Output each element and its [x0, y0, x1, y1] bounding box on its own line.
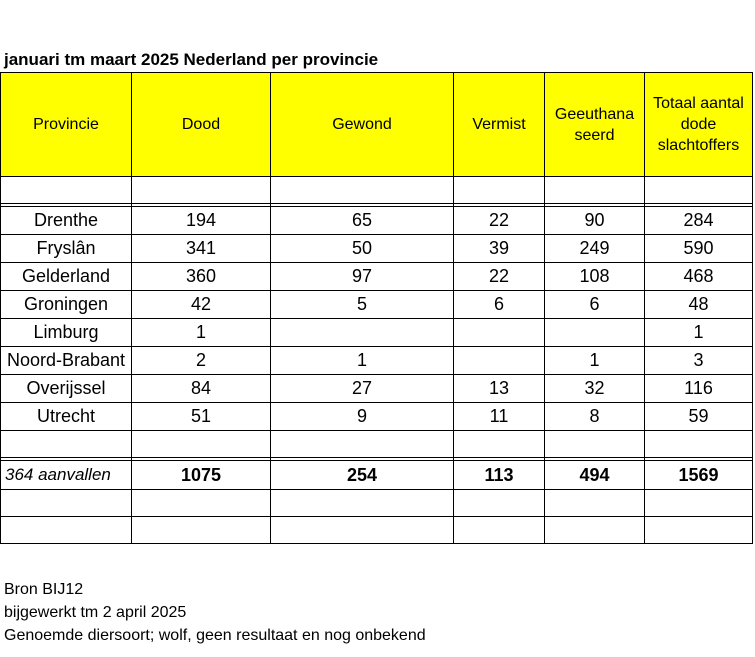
- empty-cell: [1, 177, 132, 204]
- cell-totaal: 590: [645, 235, 753, 263]
- empty-cell: [545, 177, 645, 204]
- empty-cell: [454, 517, 545, 544]
- cell-dood: 2: [132, 347, 271, 375]
- table-row: [1, 235, 753, 263]
- empty-cell: [454, 431, 545, 458]
- total-gewond: 254: [271, 461, 454, 490]
- cell-gewond: 65: [271, 207, 454, 235]
- cell-vermist: 39: [454, 235, 545, 263]
- empty-row: [1, 490, 753, 517]
- empty-row: [1, 431, 753, 458]
- empty-cell: [545, 431, 645, 458]
- empty-cell: [545, 490, 645, 517]
- cell-totaal: 48: [645, 291, 753, 319]
- cell-gewond: 1: [271, 347, 454, 375]
- cell-vermist: 22: [454, 207, 545, 235]
- cell-totaal: 116: [645, 375, 753, 403]
- cell-geeuthanaseerd: 90: [545, 207, 645, 235]
- cell-gewond: 5: [271, 291, 454, 319]
- empty-row: [1, 177, 753, 204]
- total-totaal: 1569: [645, 461, 753, 490]
- empty-cell: [645, 517, 753, 544]
- total-dood: 1075: [132, 461, 271, 490]
- empty-cell: [132, 490, 271, 517]
- table-row: [1, 375, 753, 403]
- empty-cell: [271, 431, 454, 458]
- empty-cell: [132, 177, 271, 204]
- header-provincie: Provincie: [1, 73, 132, 177]
- note-species: Genoemde diersoort; wolf, geen resultaat en nog onbekend: [4, 627, 426, 644]
- cell-vermist: 22: [454, 263, 545, 291]
- empty-cell: [454, 490, 545, 517]
- totals-label: 364 aanvallen: [1, 461, 132, 490]
- cell-dood: 194: [132, 207, 271, 235]
- table-row: [1, 263, 753, 291]
- cell-dood: 84: [132, 375, 271, 403]
- empty-cell: [271, 517, 454, 544]
- empty-cell: [645, 177, 753, 204]
- empty-cell: [132, 517, 271, 544]
- cell-geeuthanaseerd: 108: [545, 263, 645, 291]
- cell-dood: 360: [132, 263, 271, 291]
- cell-provincie: Fryslân: [1, 235, 132, 263]
- totals-row: [1, 461, 753, 490]
- cell-vermist: 13: [454, 375, 545, 403]
- empty-cell: [271, 490, 454, 517]
- header-dood: Dood: [132, 73, 271, 177]
- cell-dood: 341: [132, 235, 271, 263]
- empty-cell: [645, 431, 753, 458]
- cell-totaal: 3: [645, 347, 753, 375]
- cell-totaal: 59: [645, 403, 753, 431]
- table-row: [1, 403, 753, 431]
- cell-provincie: Gelderland: [1, 263, 132, 291]
- empty-row: [1, 517, 753, 544]
- empty-cell: [1, 431, 132, 458]
- cell-geeuthanaseerd: [545, 319, 645, 347]
- cell-geeuthanaseerd: 6: [545, 291, 645, 319]
- cell-gewond: 27: [271, 375, 454, 403]
- cell-dood: 42: [132, 291, 271, 319]
- cell-totaal: 468: [645, 263, 753, 291]
- source-notes: [4, 578, 426, 647]
- cell-provincie: Overijssel: [1, 375, 132, 403]
- table-row: [1, 207, 753, 235]
- cell-totaal: 284: [645, 207, 753, 235]
- cell-dood: 51: [132, 403, 271, 431]
- empty-cell: [454, 177, 545, 204]
- cell-vermist: 6: [454, 291, 545, 319]
- cell-geeuthanaseerd: 32: [545, 375, 645, 403]
- empty-cell: [1, 517, 132, 544]
- cell-dood: 1: [132, 319, 271, 347]
- empty-cell: [132, 431, 271, 458]
- table-row: [1, 291, 753, 319]
- province-table: [0, 72, 753, 544]
- cell-provincie: Noord-Brabant: [1, 347, 132, 375]
- cell-provincie: Limburg: [1, 319, 132, 347]
- cell-vermist: [454, 347, 545, 375]
- empty-cell: [545, 517, 645, 544]
- cell-provincie: Drenthe: [1, 207, 132, 235]
- header-geeuthanaseerd: Geeuthana seerd: [545, 73, 645, 177]
- header-gewond: Gewond: [271, 73, 454, 177]
- empty-cell: [645, 490, 753, 517]
- cell-geeuthanaseerd: 1: [545, 347, 645, 375]
- note-updated: bijgewerkt tm 2 april 2025: [4, 604, 187, 621]
- header-row: [1, 73, 753, 177]
- header-vermist: Vermist: [454, 73, 545, 177]
- note-source: Bron BIJ12: [4, 581, 84, 598]
- cell-gewond: 50: [271, 235, 454, 263]
- cell-totaal: 1: [645, 319, 753, 347]
- cell-provincie: Groningen: [1, 291, 132, 319]
- cell-vermist: 11: [454, 403, 545, 431]
- cell-geeuthanaseerd: 8: [545, 403, 645, 431]
- total-geeuthanaseerd: 494: [545, 461, 645, 490]
- cell-geeuthanaseerd: 249: [545, 235, 645, 263]
- cell-provincie: Utrecht: [1, 403, 132, 431]
- empty-cell: [1, 490, 132, 517]
- table-row: [1, 347, 753, 375]
- table-title: januari tm maart 2025 Nederland per provincie: [4, 50, 379, 69]
- header-totaal: Totaal aantal dode slachtoffers: [645, 73, 753, 177]
- total-vermist: 113: [454, 461, 545, 490]
- cell-gewond: 9: [271, 403, 454, 431]
- cell-gewond: [271, 319, 454, 347]
- table-row: [1, 319, 753, 347]
- empty-cell: [271, 177, 454, 204]
- cell-vermist: [454, 319, 545, 347]
- cell-gewond: 97: [271, 263, 454, 291]
